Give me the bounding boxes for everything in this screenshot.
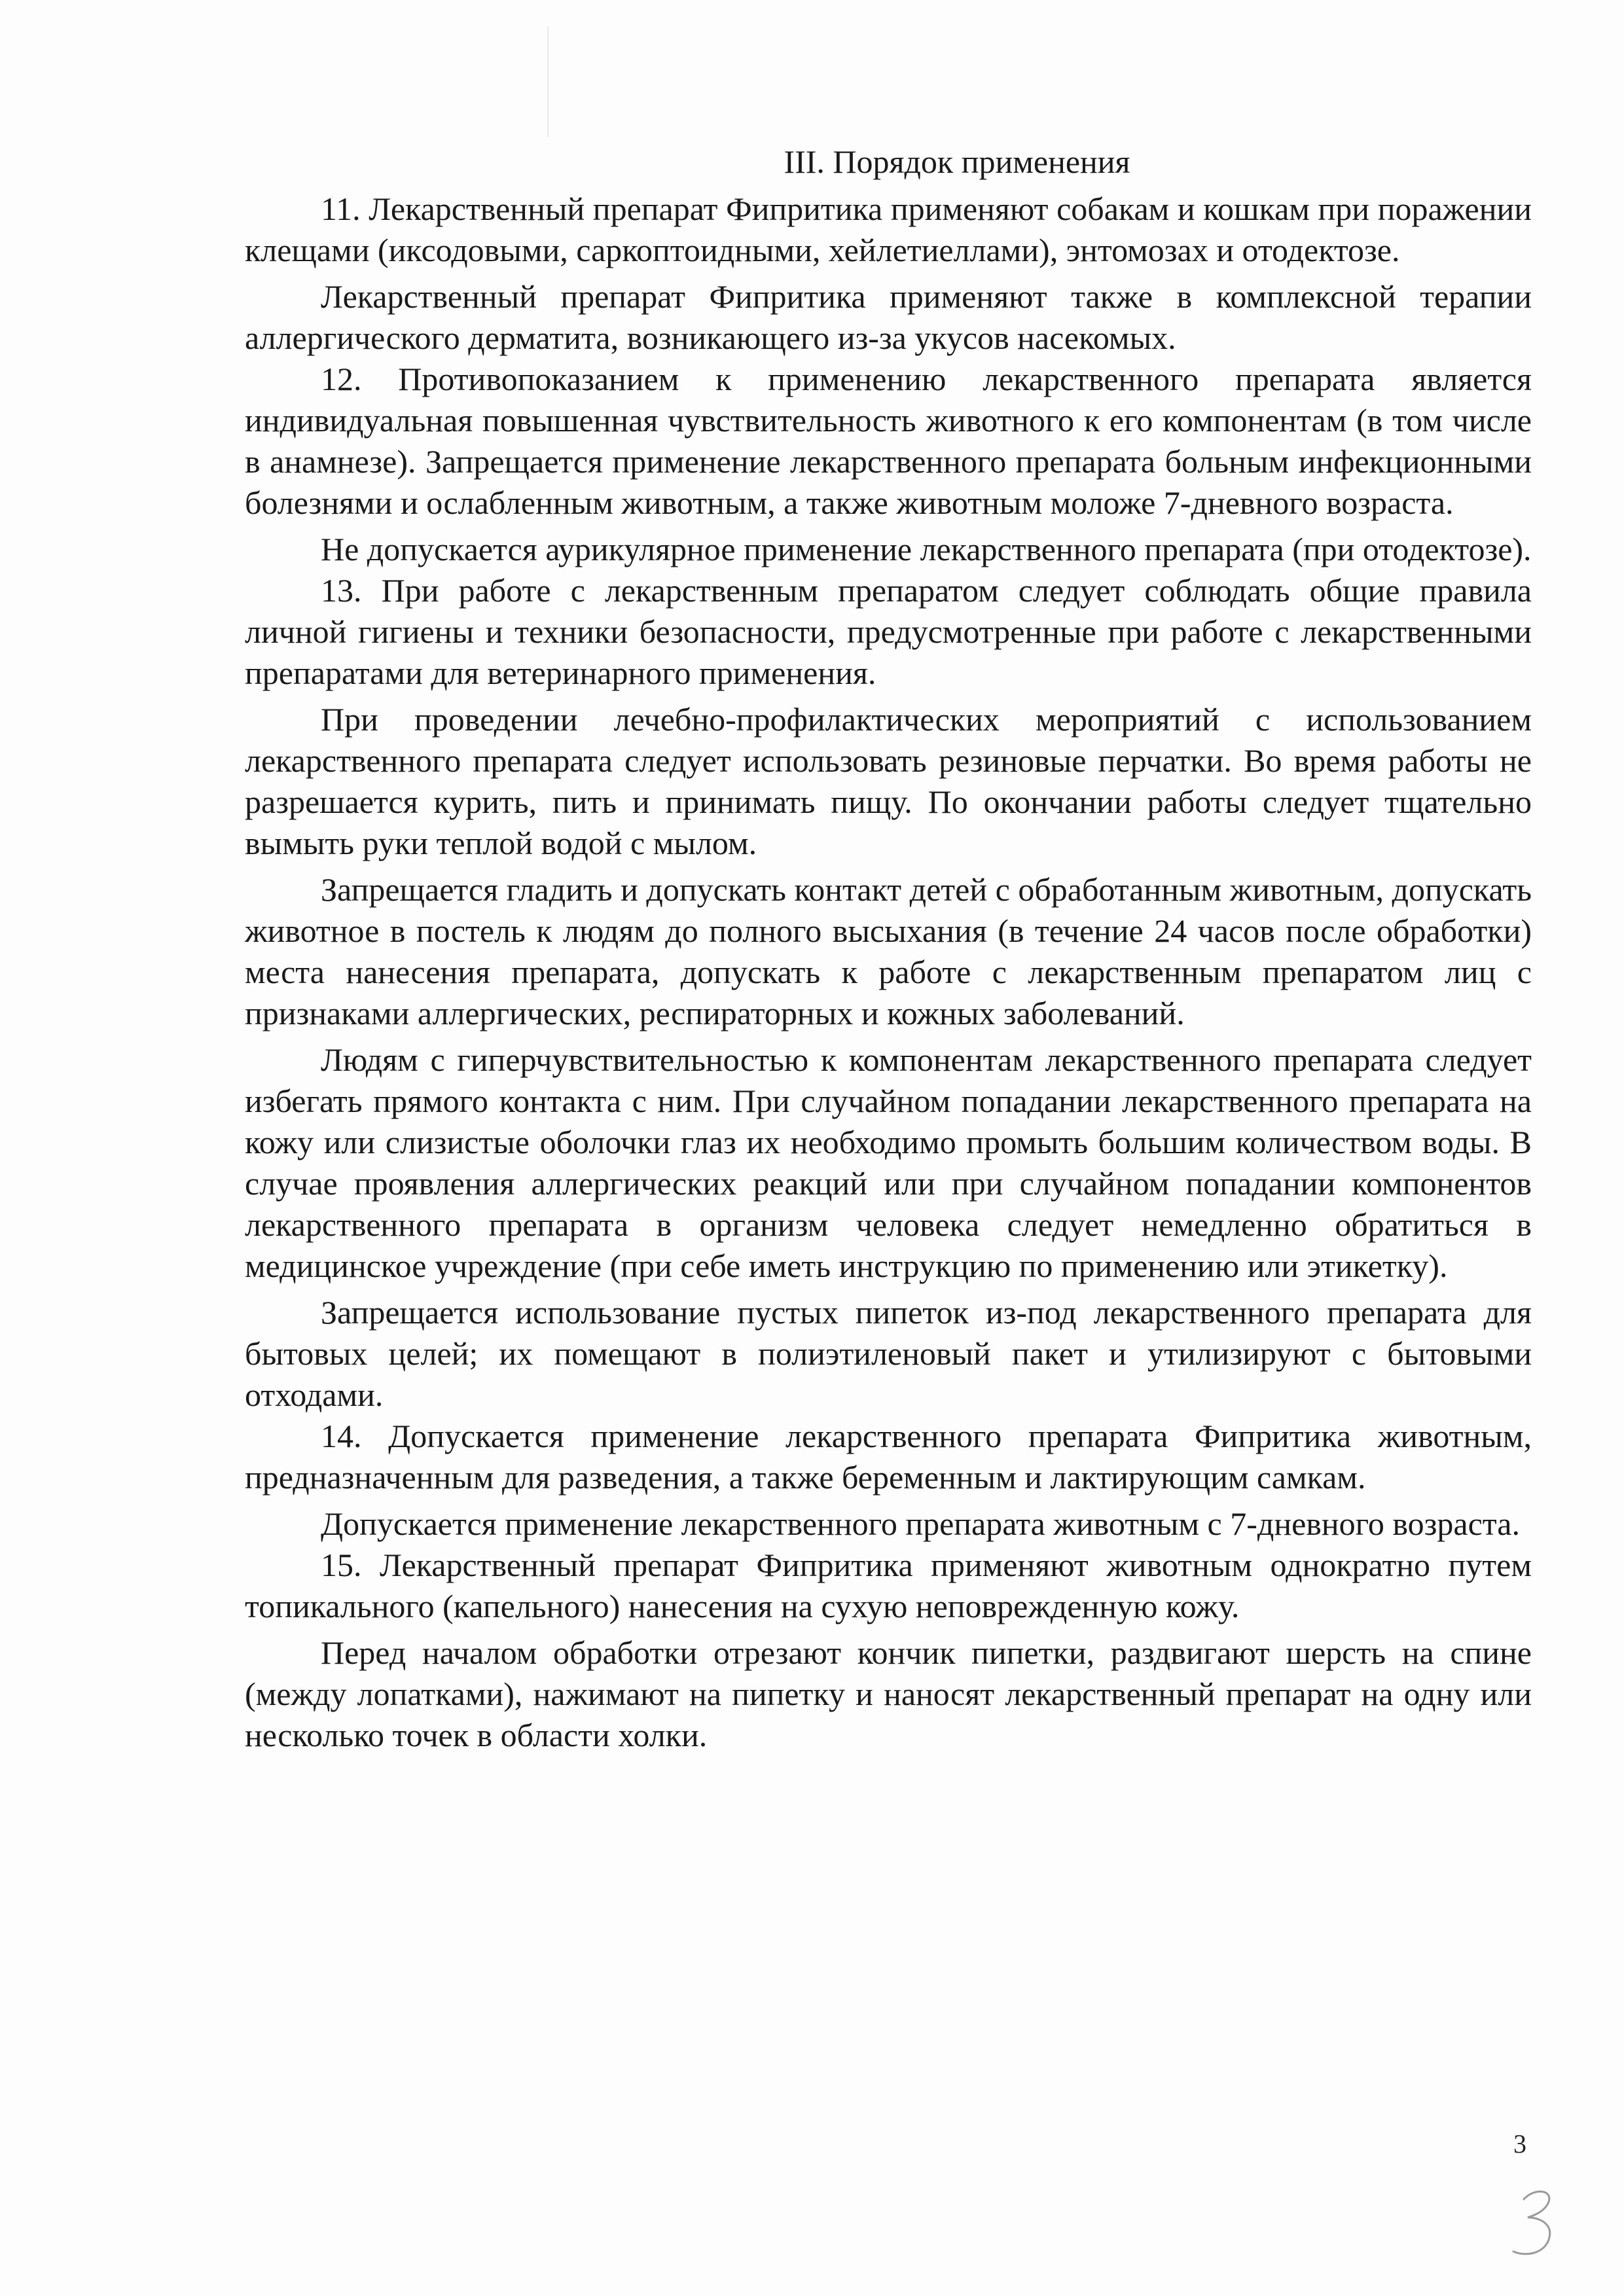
page-number: 3 — [1513, 2129, 1526, 2159]
paragraph-12-cont: Не допускается аурикулярное применение лекарственного препарата (при отодектозе). — [321, 531, 1532, 567]
handwritten-page-number — [1506, 2179, 1564, 2271]
paragraph-13-children: Запрещается гладить и допускать контакт детей с обработанным животным, допускать животное в постель к людям до полного высыхания (в течение 24 часов после обработки) места нанесения препарата, допускать к работе с лекарственным препаратом лиц с признаками аллергических, респираторных и кожных заболеваний. — [245, 871, 1532, 1031]
paragraph-13: 13. При работе с лекарственным препаратом следует соблюдать общие правила личной гигиены и техники безопасности, предусмотренные при работе с лекарственными препаратами для ветеринарного применения. — [245, 572, 1532, 691]
paragraph-11-cont: Лекарственный препарат Фипритика применяют также в комплексной терапии аллергического дерматита, возникающего из-за укусов насекомых. — [245, 278, 1532, 356]
paragraph-12: 12. Противопоказанием к применению лекарственного препарата является индивидуальная повышенная чувствительность животного к его компонентам (в том числе в анамнезе). Запрещается применение лекарственного препарата больным инфекционными болезнями и ослабленным животным, а также животным моложе 7-дневного возраста. — [245, 361, 1532, 521]
paragraph-14-cont: Допускается применение лекарственного препарата животным с 7-дневного возраста. — [321, 1505, 1520, 1542]
paragraph-15-cont: Перед началом обработки отрезают кончик пипетки, раздвигают шерсть на спине (между лопатками), нажимают на пипетку и наносят лекарственный препарат на одну или несколько точек в области холки. — [245, 1634, 1532, 1753]
paragraph-13-disposal: Запрещается использование пустых пипеток из-под лекарственного препарата для бытовых целей; их помещают в полиэтиленовый пакет и утилизируют с бытовыми отходами. — [245, 1294, 1532, 1413]
scan-artifact-line — [547, 26, 549, 137]
paragraph-13-hypersensitivity: Людям с гиперчувствительностью к компонентам лекарственного препарата следует избегать прямого контакта с ним. При случайном попадании лекарственного препарата на кожу или слизистые оболочки глаз их необходимо промыть большим количеством воды. В случае проявления аллергических реакций или при случайном попадании компонентов лекарственного препарата в организм человека следует немедленно обратиться в медицинское учреждение (при себе иметь инструкцию по применению или этикетку). — [245, 1041, 1532, 1284]
paragraph-14: 14. Допускается применение лекарственного препарата Фипритика животным, предназначенным для разведения, а также беременным и лактирующим самкам. — [245, 1418, 1532, 1496]
paragraph-15: 15. Лекарственный препарат Фипритика применяют животным однократно путем топикального (капельного) нанесения на сухую неповрежденную кожу. — [245, 1547, 1532, 1624]
document-body — [245, 141, 1532, 1756]
paragraph-11: 11. Лекарственный препарат Фипритика применяют собакам и кошкам при поражении клещами (иксодовыми, саркоптоидными, хейлетиеллами), энтомозах и отодектозе. — [245, 190, 1532, 268]
section-heading: III. Порядок применения — [784, 143, 1130, 180]
paragraph-13-gloves: При проведении лечебно-профилактических мероприятий с использованием лекарственного препарата следует использовать резиновые перчатки. Во время работы не разрешается курить, пить и принимать пищу. По окончании работы следует тщательно вымыть руки теплой водой с мылом. — [245, 701, 1532, 861]
